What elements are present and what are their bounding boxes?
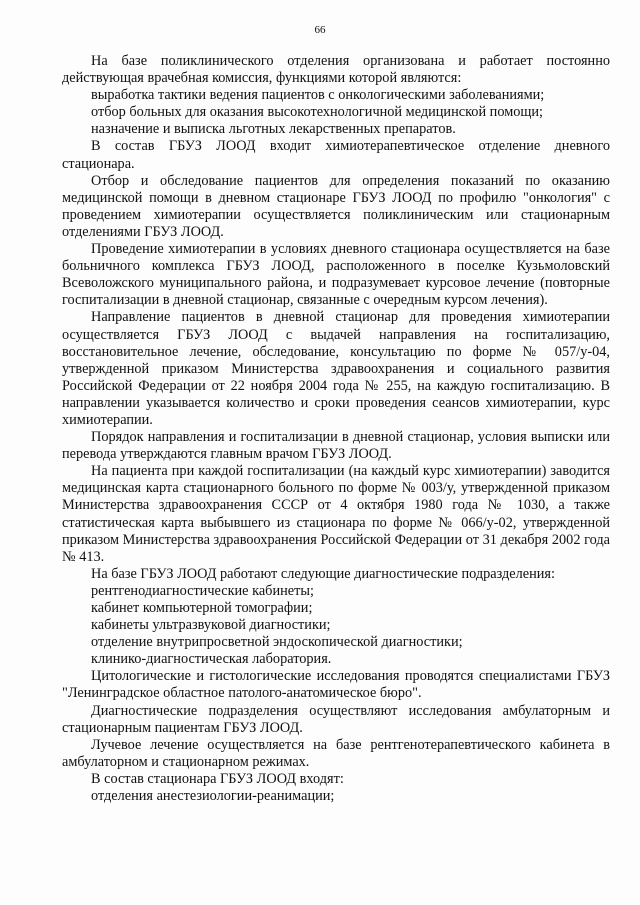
paragraph-day-hospital: В состав ГБУЗ ЛООД входит химиотерапевтическое отделение дневного стационара. [62, 138, 610, 172]
page-number: 66 [314, 24, 326, 36]
paragraph-commission-intro: На базе поликлинического отделения организована и работает постоянно действующая врачебная комиссия, функциями которой являются: [62, 53, 610, 87]
paragraph-admission-order: Порядок направления и госпитализации в дневной стационар, условия выписки или перевода утверждаются главным врачом ГБУЗ ЛООД. [62, 429, 610, 463]
diagnostic-unit-laboratory: клинико-диагностическая лаборатория. [91, 651, 332, 668]
paragraph-diagnostic-units-intro: На базе ГБУЗ ЛООД работают следующие диагностические подразделения: [91, 565, 555, 582]
diagnostic-unit-ultrasound: кабинеты ультразвуковой диагностики; [91, 617, 331, 634]
diagnostic-unit-ct: кабинет компьютерной томографии; [91, 600, 313, 616]
commission-function-preferential-drugs: назначение и выписка льготных лекарственных препаратов. [91, 121, 456, 138]
paragraph-radiation-therapy: Лучевое лечение осуществляется на базе рентгенотерапевтического кабинета в амбулаторном и стационарном режимах. [62, 736, 610, 770]
paragraph-cytology: Цитологические и гистологические исследования проводятся специалистами ГБУЗ "Ленинградское областное патолого-анатомическое бюро". [62, 668, 610, 702]
paragraph-patient-selection: Отбор и обследование пациентов для определения показаний по оказанию медицинской помощи в дневном стационаре ГБУЗ ЛООД по профилю "онкология" с проведением химиотерапии осуществляется поликлиническим или стационарным отделениями ГБУЗ ЛООД. [62, 172, 610, 240]
diagnostic-unit-xray: рентгенодиагностические кабинеты; [91, 582, 314, 599]
paragraph-referral: Направление пациентов в дневной стационар для проведения химиотерапии осуществляется ГБУЗ ЛООД с выдачей направления на госпитализацию, восстановительное лечение, обследование, консультацию по форме № 057/у-04, утвержденной приказом Министерства здравоохранения и социального развития Российской Федерации от 22 ноября 2004 года № 255, на каждую госпитализацию. В направлении указывается количество и сроки проведения сеансов химиотерапии, курс химиотерапии. [62, 309, 610, 428]
commission-function-hightech-selection: отбор больных для оказания высокотехнологичной медицинской помощи; [91, 104, 544, 121]
commission-function-tactics: выработка тактики ведения пациентов с онкологическими заболеваниями; [91, 87, 545, 104]
paragraph-chemotherapy-location: Проведение химиотерапии в условиях дневного стационара осуществляется на базе больничного комплекса ГБУЗ ЛООД, расположенного в поселке Кузьмоловский Всеволожского муниципального района, и подразумевает курсовое лечение (повторные госпитализации в дневной стационар, связанные с очередным курсом лечения). [62, 241, 610, 309]
paragraph-diagnostic-services: Диагностические подразделения осуществляют исследования амбулаторным и стационарным пациентам ГБУЗ ЛООД. [62, 702, 610, 736]
diagnostic-unit-endoscopy: отделение внутрипросветной эндоскопической диагностики; [91, 634, 463, 651]
document-body [62, 53, 610, 805]
hospital-unit-anesthesiology: отделения анестезиологии-реанимации; [91, 788, 335, 805]
paragraph-medical-records: На пациента при каждой госпитализации (на каждый курс химиотерапии) заводится медицинская карта стационарного больного по форме № 003/у, утвержденной приказом Министерства здравоохранения СССР от 4 октября 1980 года № 1030, а также статистическая карта выбывшего из стационара по форме № 066/у-02, утвержденной приказом Министерства здравоохранения Российской Федерации от 31 декабря 2002 года № 413. [62, 463, 610, 565]
paragraph-hospital-structure-intro: В состав стационара ГБУЗ ЛООД входят: [91, 770, 344, 787]
